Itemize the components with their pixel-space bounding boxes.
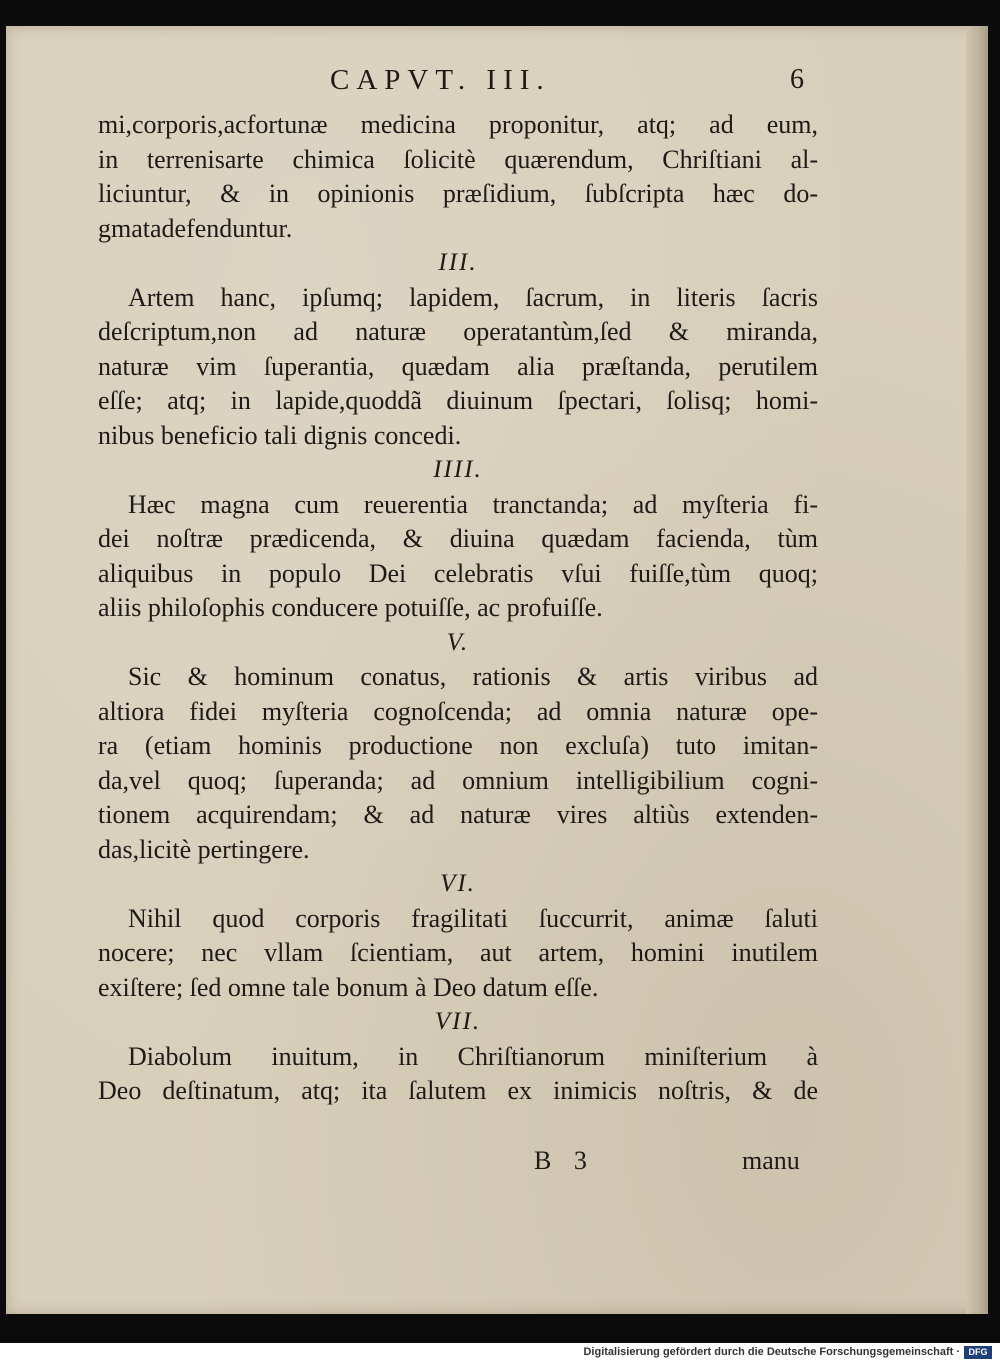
text-line: Diabolum inuitum, in Chriſtianorum miniſterium à <box>128 1041 818 1071</box>
signature-mark: B 3 <box>534 1146 595 1175</box>
credit-bar <box>0 1343 1000 1363</box>
text-line: aliis philoſophis conducere potuiſſe, ac profuiſſe. <box>98 593 603 622</box>
section-iiii-paragraph <box>98 488 818 626</box>
section-v-paragraph <box>98 660 818 867</box>
text-line: naturæ vim ſuperantia, quædam alia præſtanda, perutilem <box>98 351 818 381</box>
text-line: mi,corporis,acfortunæ medicina proponitur, atq; ad eum, <box>98 110 818 139</box>
text-line: Nihil quod corporis fragilitati ſuccurrit, animæ ſaluti <box>128 903 818 933</box>
text-line: Artem hanc, ipſumq; lapidem, ſacrum, in literis ſacris <box>128 282 818 312</box>
text-block <box>98 108 818 1109</box>
text-line: Sic & hominum conatus, rationis & artis viribus ad <box>128 662 818 691</box>
text-line: das,licitè pertingere. <box>98 834 310 864</box>
section-iii-paragraph <box>98 281 818 454</box>
text-line: exiſtere; ſed omne tale bonum à Deo datum eſſe. <box>98 972 599 1002</box>
text-line: tionem acquirendam; & ad naturæ vires altiùs extenden- <box>98 800 818 829</box>
dfg-logo-icon: DFG <box>964 1346 992 1359</box>
text-line: Deo deſtinatum, atq; ita ſalutem ex inimicis noſtris, & de <box>98 1076 818 1105</box>
text-line: ra (etiam hominis productione non excluſa) tuto imitan- <box>98 731 818 760</box>
paragraph-continued <box>98 108 818 246</box>
text-line: da,vel quoq; ſuperanda; ad omnium intelligibilium cogni- <box>98 765 818 795</box>
section-heading-iii: III. <box>438 249 478 276</box>
text-line: eſſe; atq; in lapide,quoddã diuinum ſpectari, ſolisq; homi- <box>98 386 818 415</box>
text-line: liciuntur, & in opinionis præſidium, ſubſcripta hæc do- <box>98 179 818 208</box>
catchword: manu <box>742 1146 800 1175</box>
text-line: in terrenisarte chimica ſolicitè quærendum, Chriſtiani al- <box>98 144 818 174</box>
text-line: Hæc magna cum reuerentia tranctanda; ad myſteria fi- <box>128 489 818 519</box>
text-line: altiora fidei myſteria cognoſcenda; ad omnia naturæ ope- <box>98 696 818 726</box>
book-page <box>6 26 988 1314</box>
page-header <box>6 64 988 104</box>
text-line: nibus beneficio tali dignis concedi. <box>98 420 462 450</box>
section-vi-paragraph <box>98 902 818 1006</box>
section-heading-vi: VI. <box>440 870 476 897</box>
text-line: aliquibus in populo Dei celebratis vſui fuiſſe,tùm quoq; <box>98 558 818 588</box>
section-heading-v: V. <box>446 628 470 656</box>
text-line: dei noſtræ prædicenda, & diuina quædam facienda, tùm <box>98 524 818 553</box>
running-head: CAPVT. III. <box>330 64 551 96</box>
section-vii-paragraph <box>98 1040 818 1109</box>
digitization-credit: Digitalisierung gefördert durch die Deutsche Forschungsgemeinschaft · <box>583 1346 960 1358</box>
text-line: gmatadefenduntur. <box>98 213 293 243</box>
text-line: nocere; nec vllam ſcientiam, aut artem, homini inutilem <box>98 938 818 967</box>
section-heading-vii: VII. <box>434 1008 482 1035</box>
page-number: 6 <box>790 64 804 95</box>
page-footer <box>6 1140 988 1180</box>
page-edge <box>966 26 988 1314</box>
text-line: deſcriptum,non ad naturæ operatantùm,ſed & miranda, <box>98 317 818 346</box>
section-heading-iiii: IIII. <box>433 456 483 483</box>
